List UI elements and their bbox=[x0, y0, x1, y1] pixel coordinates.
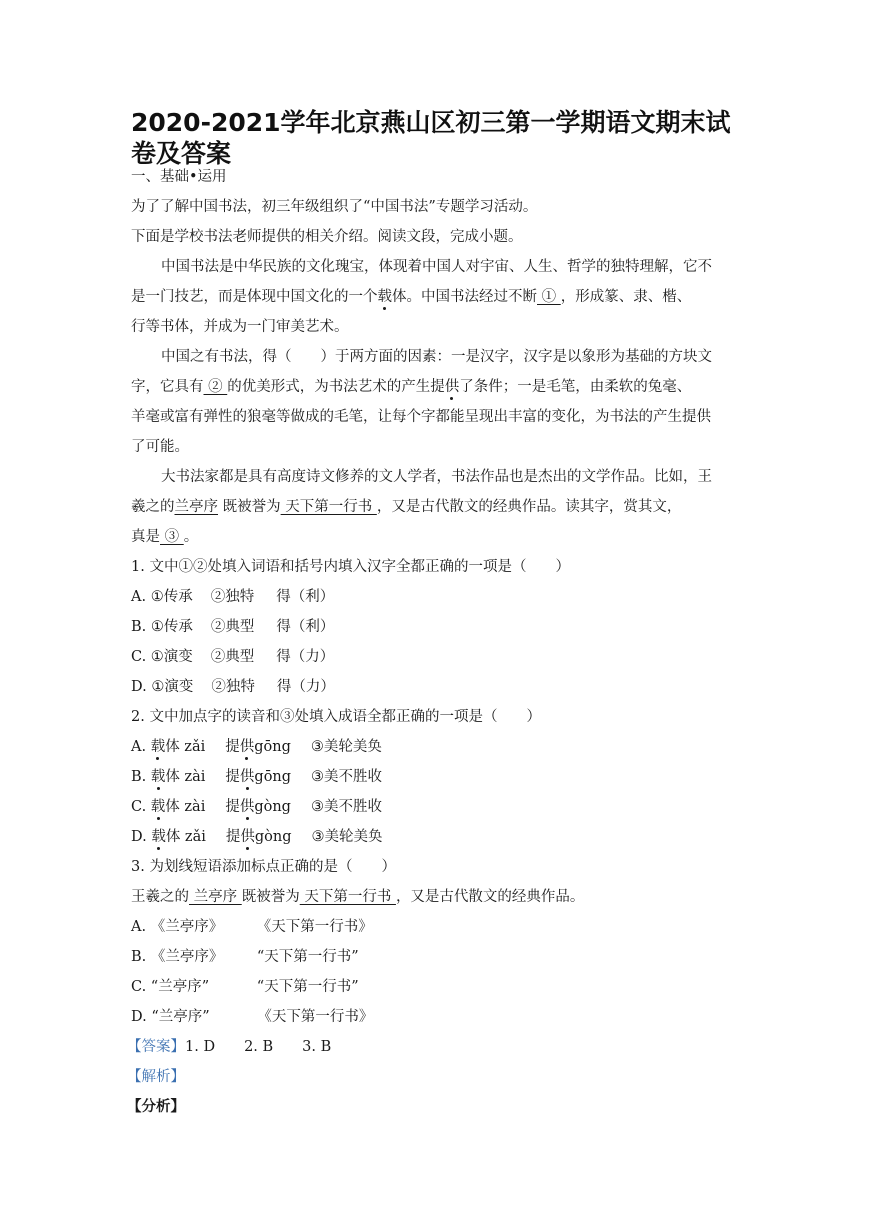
text-span: 体。中国书法经过不断 bbox=[392, 289, 537, 305]
dotted-char: 载 bbox=[150, 769, 166, 785]
option-part: gòng bbox=[254, 829, 292, 845]
dotted-char: 载 bbox=[151, 829, 166, 845]
option-part: 提 bbox=[225, 739, 240, 755]
blank-3: ③ bbox=[160, 529, 184, 545]
option-part: “天下第一行书” bbox=[256, 949, 359, 965]
answer-line bbox=[127, 1038, 331, 1056]
option-part: ②典型 bbox=[210, 619, 255, 635]
q1-option-d bbox=[131, 678, 335, 696]
question-1-stem: 1. 文中①②处填入词语和括号内填入汉字全都正确的一项是（ ） bbox=[131, 559, 570, 575]
blank-2: ② bbox=[203, 379, 228, 395]
option-key: A. bbox=[131, 589, 147, 605]
option-key: C. bbox=[131, 799, 147, 815]
page-title: 2020-2021学年北京燕山区初三第一学期语文期末试卷及答案 bbox=[131, 108, 731, 168]
text-span: 。 bbox=[183, 529, 199, 545]
dotted-char: 载 bbox=[150, 739, 166, 755]
option-part: 提 bbox=[225, 769, 240, 785]
underlined-lantingxu: 兰亭序 bbox=[174, 499, 218, 515]
option-key: C. bbox=[131, 979, 147, 995]
option-key: C. bbox=[131, 649, 147, 665]
option-part: gōng bbox=[254, 739, 291, 755]
para3-line3 bbox=[131, 528, 198, 546]
option-key: D. bbox=[131, 679, 147, 695]
q3-option-c bbox=[131, 978, 359, 996]
option-part: 《天下第一行书》 bbox=[257, 1009, 374, 1025]
underlined-tianxia: 天下第一行书 bbox=[280, 499, 377, 515]
q1-option-b bbox=[131, 618, 334, 636]
text-span: 真是 bbox=[131, 529, 160, 545]
option-key: D. bbox=[131, 1009, 147, 1025]
para1-line1: 中国书法是中华民族的文化瑰宝，体现着中国人对宇宙、人生、哲学的独特理解，它不 bbox=[161, 259, 712, 275]
underlined-tianxia: 天下第一行书 bbox=[299, 889, 396, 905]
q1-option-a bbox=[131, 588, 334, 606]
option-part: 《兰亭序》 bbox=[150, 919, 224, 935]
option-part: ②独特 bbox=[211, 679, 255, 695]
option-part: “天下第一行书” bbox=[256, 979, 359, 995]
option-part: 提 bbox=[225, 829, 241, 845]
blank-1: ① bbox=[537, 289, 561, 305]
text-span: 是一门技艺，而是体现中国文化的一个 bbox=[131, 289, 378, 305]
dotted-char: 载 bbox=[150, 799, 166, 815]
option-part: ③美不胜收 bbox=[310, 799, 382, 815]
option-part: 得（利） bbox=[276, 619, 335, 635]
dotted-char: 供 bbox=[239, 799, 255, 815]
option-part: 体 zǎi bbox=[165, 829, 206, 845]
q2-option-c bbox=[131, 798, 382, 816]
option-key: B. bbox=[131, 949, 147, 965]
option-key: B. bbox=[131, 769, 147, 785]
option-part: 得（利） bbox=[276, 589, 335, 605]
para1-line3: 行等书体，并成为一门审美艺术。 bbox=[131, 319, 349, 335]
option-part: 体 zài bbox=[165, 799, 206, 815]
option-part: 提 bbox=[225, 799, 240, 815]
q3-option-d bbox=[131, 1008, 373, 1026]
option-part: ②独特 bbox=[210, 589, 255, 605]
text-span: 王羲之的 bbox=[131, 889, 189, 905]
option-part: gòng bbox=[254, 799, 291, 815]
text-span: ，又是古代散文的经典作品。读其字，赏其文， bbox=[376, 499, 682, 515]
option-part: ①演变 bbox=[150, 649, 193, 665]
option-part: ③美不胜收 bbox=[311, 769, 383, 785]
question-2-stem: 2. 文中加点字的读音和③处填入成语全都正确的一项是（ ） bbox=[131, 709, 541, 725]
analysis-label: 【解析】 bbox=[127, 1069, 185, 1085]
option-part: ③美轮美奂 bbox=[311, 829, 383, 845]
q3-context-line bbox=[131, 888, 584, 906]
para3-line2 bbox=[131, 498, 681, 516]
option-part: “兰亭序” bbox=[151, 1009, 210, 1025]
q2-option-d bbox=[131, 828, 383, 846]
q2-option-b bbox=[131, 768, 382, 786]
option-key: B. bbox=[131, 619, 147, 635]
q3-option-b bbox=[131, 948, 359, 966]
option-part: “兰亭序” bbox=[150, 979, 210, 995]
section-heading: 一、基础•运用 bbox=[131, 169, 227, 185]
answer-text: 1. D 2. B 3. B bbox=[185, 1039, 332, 1055]
q3-option-a bbox=[131, 918, 373, 936]
option-part: ①传承 bbox=[150, 619, 193, 635]
para2-line2 bbox=[131, 378, 691, 396]
intro-line-2: 下面是学校书法老师提供的相关介绍。阅读文段，完成小题。 bbox=[131, 229, 523, 245]
option-part: 得（力） bbox=[276, 679, 335, 695]
para1-line2 bbox=[131, 288, 691, 306]
option-part: ①传承 bbox=[150, 589, 193, 605]
text-span: ，形成篆、隶、楷、 bbox=[560, 289, 692, 305]
text-span: 羲之的 bbox=[131, 499, 175, 515]
option-part: ①演变 bbox=[151, 679, 194, 695]
intro-line-1: 为了了解中国书法，初三年级组织了“中国书法”专题学习活动。 bbox=[131, 199, 538, 215]
dotted-char: 供 bbox=[444, 379, 460, 395]
para3-line1: 大书法家都是具有高度诗文修养的文人学者，书法作品也是杰出的文学作品。比如，王 bbox=[161, 469, 712, 485]
q2-option-a bbox=[131, 738, 382, 756]
option-part: 《天下第一行书》 bbox=[256, 919, 373, 935]
dotted-char: 供 bbox=[239, 739, 255, 755]
option-part: 得（力） bbox=[276, 649, 335, 665]
question-3-stem: 3. 为划线短语添加标点正确的是（ ） bbox=[131, 859, 396, 875]
text-span: 字，它具有 bbox=[131, 379, 204, 395]
option-part: 体 zǎi bbox=[165, 739, 206, 755]
para2-line3: 羊毫或富有弹性的狼毫等做成的毛笔，让每个字都能呈现出丰富的变化，为书法的产生提供 bbox=[131, 409, 711, 425]
answer-label: 【答案】 bbox=[127, 1039, 185, 1055]
dotted-char: 供 bbox=[239, 769, 255, 785]
text-span: 既被誉为 bbox=[241, 889, 300, 905]
text-span: 既被誉为 bbox=[222, 499, 281, 515]
fenxi-label: 【分析】 bbox=[127, 1098, 185, 1115]
text-span: 的优美形式，为书法艺术的产生提 bbox=[227, 379, 445, 395]
option-part: ②典型 bbox=[210, 649, 255, 665]
option-key: A. bbox=[131, 739, 147, 755]
option-key: D. bbox=[131, 829, 147, 845]
dotted-char: 供 bbox=[240, 829, 255, 845]
dotted-char: 载 bbox=[377, 289, 392, 305]
option-part: 体 zài bbox=[165, 769, 206, 785]
para2-line4: 了可能。 bbox=[131, 439, 189, 455]
option-part: 《兰亭序》 bbox=[150, 949, 224, 965]
option-key: A. bbox=[131, 919, 147, 935]
q1-option-c bbox=[131, 648, 334, 666]
underlined-lantingxu: 兰亭序 bbox=[189, 889, 242, 905]
text-span: ，又是古代散文的经典作品。 bbox=[395, 889, 585, 905]
option-part: gōng bbox=[254, 769, 292, 785]
text-span: 了条件；一是毛笔，由柔软的兔毫、 bbox=[459, 379, 692, 395]
para2-line1: 中国之有书法，得（ ）于两方面的因素：一是汉字，汉字是以象形为基础的方块文 bbox=[161, 349, 712, 365]
option-part: ③美轮美奂 bbox=[310, 739, 382, 755]
